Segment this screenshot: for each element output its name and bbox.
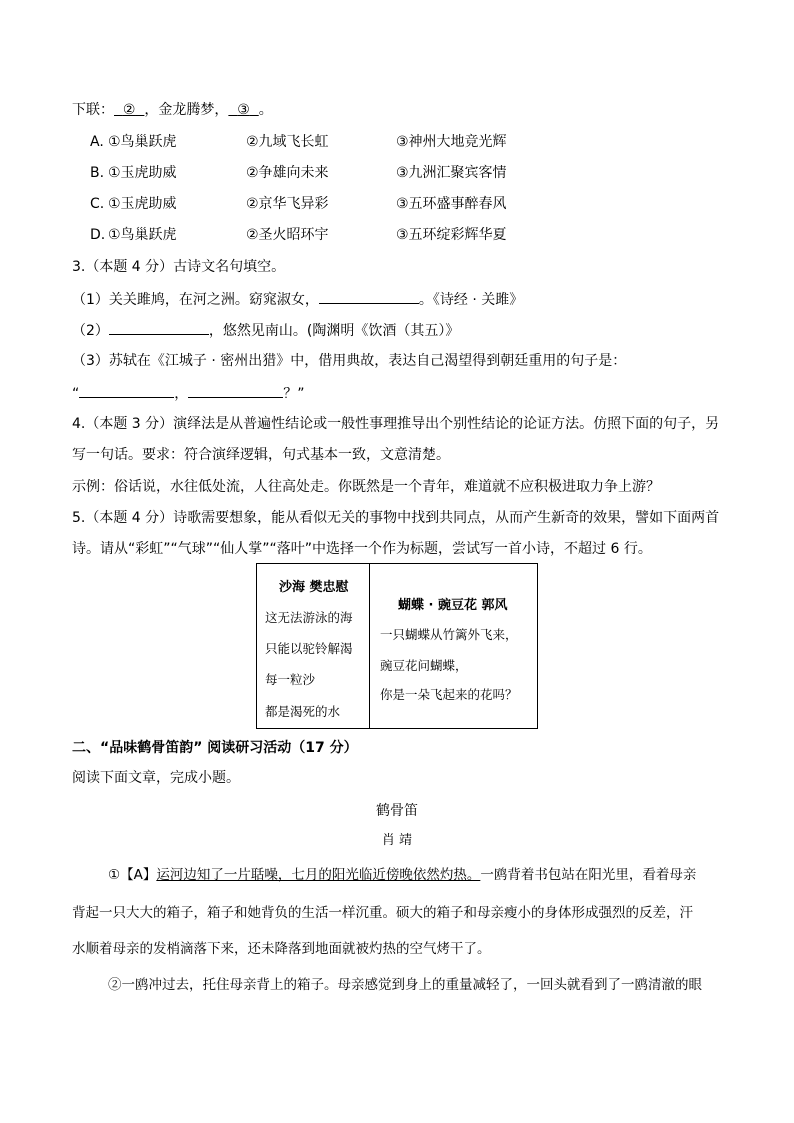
paragraph-1-line-2: 背起一只大大的箱子，箱子和她背负的生活一样沉重。硕大的箱子和母亲瘦小的身体形成强烈的反差，汗 <box>72 905 693 921</box>
q5-line-2: 诗。请从“彩虹”“气球”“仙人掌”“落叶”中选择一个作为标题，尝试写一首小诗，不超过 6 行。 <box>72 541 652 557</box>
answer-blank[interactable] <box>188 383 283 398</box>
option-choice-2: ②圣火昭环宇 <box>246 227 329 243</box>
option-choice-2: ②九域飞长虹 <box>246 134 329 150</box>
poem-right-title: 蝴蝶 · 豌豆花 郭风 <box>398 598 508 613</box>
q3-item-2-number: （2） <box>72 323 109 339</box>
option-choice-1: ①鸟巢跃虎 <box>108 134 177 150</box>
poem-line: 你是一朵飞起来的花吗？ <box>380 687 518 702</box>
q4-line-2: 写一句话。要求：符合演绎逻辑，句式基本一致，文意清楚。 <box>72 447 450 463</box>
poem-line: 一只蝴蝶从竹篱外飞来， <box>380 627 518 642</box>
option-letter: D. <box>90 227 106 243</box>
q4-example: 示例：俗话说，水往低处流，人往高处走。你既然是一个青年，难道就不应积极进取力争上游？ <box>72 479 660 495</box>
poem-line: 这无法游泳的海 <box>265 610 353 625</box>
option-letter: C. <box>90 196 105 212</box>
poem-line: 豌豆花问蝴蝶， <box>380 658 468 673</box>
q3-item-3-answer <box>72 383 305 403</box>
close-quote: ？” <box>283 386 305 402</box>
answer-blank[interactable] <box>319 289 419 304</box>
q3-item-1-text: （1）关关雎鸠，在河之洲。窈窕淑女， <box>72 292 319 308</box>
couplet-prefix: 下联： <box>72 102 114 118</box>
option-letter: A. <box>90 134 104 150</box>
q3-item-3: （3）苏轼在《江城子 · 密州出猎》中，借用典故，表达自己渴望得到朝廷重用的句子是： <box>72 353 627 369</box>
q4-line-1: 4.（本题 3 分）演绎法是从普遍性结论或一般性事理推导出个别性结论的论证方法。仿照下面的句子，另 <box>72 416 720 432</box>
paragraph-2-line-1: ②一鸥冲过去，托住母亲背上的箱子。母亲感觉到身上的重量减轻了，一回头就看到了一鸥清澈的眼 <box>108 977 702 993</box>
poem-table <box>256 563 538 729</box>
answer-blank[interactable] <box>109 320 209 335</box>
couplet-line <box>72 101 273 119</box>
couplet-blank-3 <box>228 102 258 118</box>
reading-instruction: 阅读下面文章，完成小题。 <box>72 770 240 786</box>
section-heading: 二、“品味鹤骨笛韵” 阅读研习活动（17 分） <box>72 740 358 756</box>
answer-blank[interactable] <box>79 383 174 398</box>
option-choice-2: ②争雄向未来 <box>246 165 329 181</box>
q3-item-1-source: 。《诗经 · 关雎》 <box>418 292 524 308</box>
option-choice-3: ③五环绽彩辉华夏 <box>396 227 507 243</box>
blank-3-marker: ③ <box>237 102 250 118</box>
q3-item-2 <box>72 320 459 340</box>
paragraph-text: 一鸥背着书包站在阳光里，看着母亲 <box>480 867 697 883</box>
q3-header: 3.（本题 4 分）古诗文名句填空。 <box>72 259 286 275</box>
couplet-blank-2 <box>114 102 144 118</box>
paragraph-marker: ①【A】 <box>108 867 157 883</box>
q5-line-1: 5.（本题 4 分）诗歌需要想象，能从看似无关的事物中找到共同点，从而产生新奇的效果，譬如下面两首 <box>72 510 720 526</box>
open-quote: “ <box>72 386 80 402</box>
paragraph-1-line-3: 水顺着母亲的发梢滴落下来，还未降落到地面就被灼热的空气烤干了。 <box>72 941 491 957</box>
article-title: 鹤骨笛 <box>376 803 418 819</box>
comma: ， <box>174 386 189 402</box>
option-choice-3: ③九洲汇聚宾客情 <box>396 165 507 181</box>
poem-line: 都是渴死的水 <box>265 704 341 719</box>
option-letter: B. <box>90 165 105 181</box>
poem-line: 只能以驼铃解渴 <box>265 641 353 656</box>
q3-item-2-text: ，悠然见南山。(陶渊明《饮酒（其五）》 <box>208 323 460 339</box>
option-choice-3: ③五环盛事醉春风 <box>396 196 507 212</box>
option-choice-3: ③神州大地竞光辉 <box>396 134 507 150</box>
table-divider <box>369 564 370 728</box>
poem-left-title: 沙海 樊忠慰 <box>279 580 349 595</box>
option-choice-1: ①玉虎助威 <box>108 196 177 212</box>
option-choice-2: ②京华飞异彩 <box>246 196 329 212</box>
blank-2-marker: ② <box>122 102 136 118</box>
underlined-sentence: 运河边知了一片聒噪，七月的阳光临近傍晚依然灼热。 <box>156 867 481 883</box>
article-author: 肖 靖 <box>381 833 413 848</box>
q3-item-1 <box>72 289 523 309</box>
poem-line: 每一粒沙 <box>265 672 316 687</box>
option-choice-1: ①玉虎助威 <box>108 165 177 181</box>
option-choice-1: ①鸟巢跃虎 <box>108 227 177 243</box>
couplet-end: 。 <box>258 102 273 118</box>
couplet-middle: ，金龙腾梦， <box>144 102 229 118</box>
paragraph-1-line-1 <box>108 866 758 884</box>
